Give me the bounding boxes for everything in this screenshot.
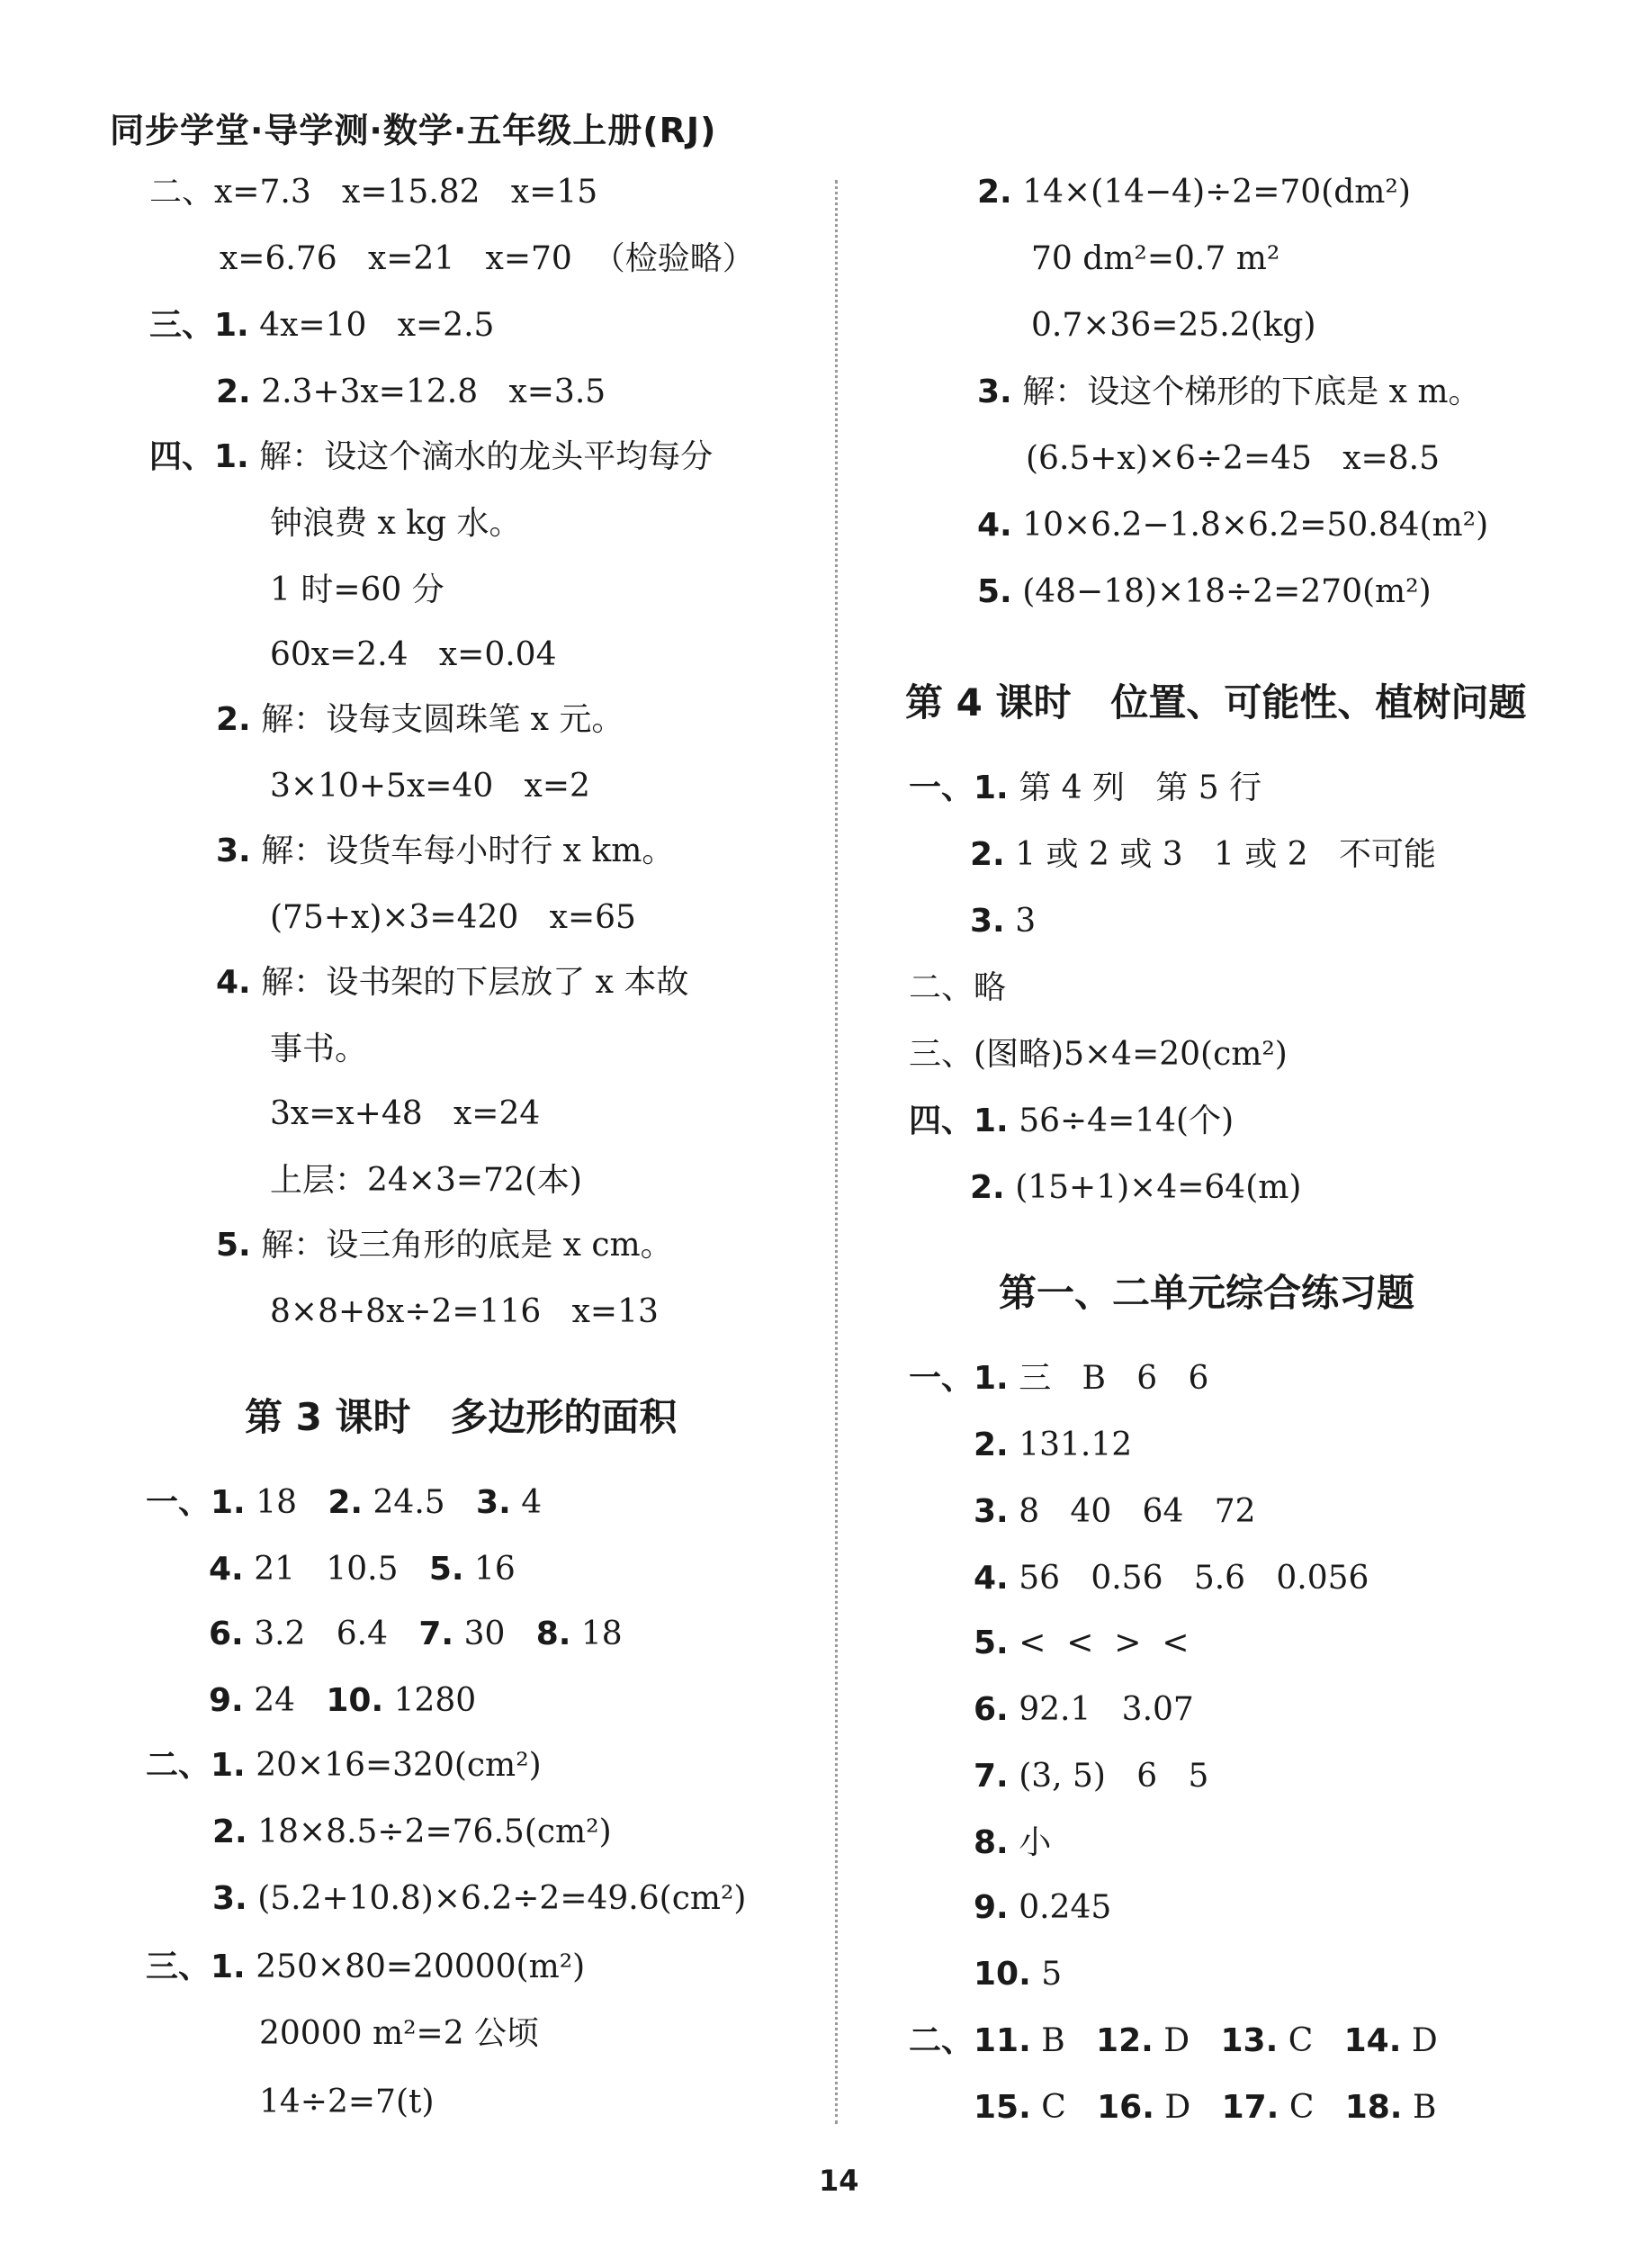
answer-text: 250×80=20000(m²): [256, 1948, 586, 1985]
item-number: 4.: [974, 1560, 1009, 1597]
answer-text: 解：设这个梯形的下底是 x m。: [1022, 374, 1481, 410]
item-number: 3.: [970, 903, 1005, 940]
item-number: 2.: [970, 836, 1005, 873]
item-number: 2.: [974, 1426, 1009, 1463]
answer-line: 上层：24×3=72(本): [270, 1162, 582, 1199]
answer-text: 20×16=320(cm²): [256, 1747, 542, 1784]
answer-line: 3x=x+48 x=24: [270, 1095, 541, 1132]
answer-line: [209, 1682, 477, 1719]
answer-text: 三 B 6 6: [1019, 1360, 1209, 1397]
answer-line: [974, 2089, 1437, 2126]
answer-text: 18: [580, 1616, 623, 1652]
answer-line: 二、略: [909, 969, 1007, 1006]
answer-line: 14÷2=7(t): [259, 2084, 435, 2120]
answer-line: [149, 438, 714, 475]
answer-text: 14×(14−4)÷2=70(dm²): [1022, 174, 1411, 211]
answer-line: [209, 1618, 623, 1651]
answer-text: < < > <: [1019, 1624, 1190, 1661]
answer-line: [974, 1624, 1190, 1661]
answer-line: [974, 1426, 1133, 1463]
item-number: 二、11.: [909, 2022, 1031, 2059]
answer-line: 70 dm²=0.7 m²: [1031, 240, 1280, 277]
answer-line: [977, 573, 1432, 610]
answer-text: 4: [521, 1484, 543, 1521]
answer-line: (6.5+x)×6÷2=45 x=8.5: [1026, 440, 1440, 477]
answer-text: 2.3+3x=12.8 x=3.5: [261, 374, 606, 410]
answer-text: 131.12: [1019, 1426, 1133, 1463]
item-number: 4.: [216, 964, 251, 1001]
answer-line: [216, 1229, 673, 1262]
item-number: 14.: [1343, 2022, 1402, 2059]
answer-text: 8 40 64 72: [1019, 1493, 1256, 1530]
item-number: 8.: [974, 1824, 1009, 1861]
answer-line: 钟浪费 x kg 水。: [270, 505, 522, 542]
answer-line: (75+x)×3=420 x=65: [270, 899, 636, 936]
item-number: 13.: [1220, 2022, 1279, 2059]
answer-text: B: [1412, 2089, 1437, 2126]
item-number: 5.: [428, 1551, 464, 1588]
item-number: 三、1.: [146, 1948, 246, 1985]
answer-line: 8×8+8x÷2=116 x=13: [270, 1293, 659, 1330]
answer-line: [970, 836, 1437, 873]
item-number: 一、1.: [146, 1484, 246, 1521]
answer-line: [974, 1889, 1112, 1926]
answer-text: 第 4 列 第 5 行: [1019, 770, 1262, 806]
section-heading: 第 4 课时 位置、可能性、植树问题: [905, 680, 1527, 724]
answer-text: 1 或 2 或 3 1 或 2 不可能: [1015, 836, 1437, 873]
answer-text: C: [1041, 2089, 1066, 2126]
answer-text: 解：设货车每小时行 x km。: [261, 832, 675, 869]
item-number: 16.: [1097, 2089, 1154, 2126]
answer-text: 5: [1041, 1956, 1063, 1993]
answer-line: 1 时=60 分: [270, 572, 444, 608]
item-number: 6.: [974, 1691, 1009, 1728]
item-number: 四、1.: [909, 1102, 1009, 1139]
answer-line: [216, 832, 675, 869]
answer-text: 解：设每支圆珠笔 x 元。: [261, 701, 624, 738]
answer-text: 解：设三角形的底是 x cm。: [261, 1227, 673, 1264]
item-number: 3.: [476, 1484, 511, 1521]
item-number: 8.: [535, 1616, 571, 1652]
page-header: 同步学堂·导学测·数学·五年级上册(RJ): [110, 111, 717, 150]
answer-text: 解：设书架的下层放了 x 本故: [261, 964, 689, 1001]
answer-line: [974, 1562, 1369, 1595]
answer-text: 16: [474, 1551, 516, 1588]
answer-line: x=6.76 x=21 x=70 （检验略）: [220, 240, 755, 277]
answer-line: [146, 1948, 586, 1985]
item-number: 9.: [974, 1889, 1009, 1926]
answer-text: 4x=10 x=2.5: [259, 307, 495, 344]
answer-text: 92.1 3.07: [1019, 1691, 1194, 1728]
page-number: 14: [819, 2164, 859, 2198]
answer-text: 1280: [393, 1682, 477, 1719]
answer-line: 事书。: [270, 1030, 368, 1067]
answer-line: 三、(图略)5×4=20(cm²): [909, 1036, 1288, 1073]
answer-line: [216, 701, 624, 738]
item-number: 2.: [970, 1169, 1005, 1206]
answer-line: 20000 m²=2 公顷: [259, 2015, 540, 2052]
answer-text: 24.5: [373, 1484, 445, 1521]
item-number: 12.: [1096, 2022, 1154, 2059]
answer-text: D: [1163, 2022, 1190, 2059]
answer-text: C: [1288, 2089, 1315, 2126]
item-number: 10.: [974, 1956, 1031, 1993]
answer-line: [970, 905, 1036, 938]
answer-line: [977, 509, 1488, 542]
item-number: 4.: [209, 1551, 244, 1588]
answer-text: 3: [1015, 903, 1037, 940]
item-number: 一、1.: [909, 1360, 1009, 1397]
answer-text: 30: [463, 1616, 506, 1652]
item-number: 18.: [1344, 2089, 1403, 2126]
item-number: 二、1.: [146, 1747, 246, 1784]
answer-text: 18: [256, 1484, 297, 1521]
answer-text: 解：设这个滴水的龙头平均每分: [259, 438, 714, 475]
answer-text: 56 0.56 5.6 0.056: [1019, 1560, 1369, 1597]
answer-text: D: [1164, 2089, 1191, 2126]
answer-line: [974, 1824, 1052, 1861]
item-number: 7.: [974, 1758, 1009, 1795]
answer-text: 0.245: [1019, 1889, 1112, 1926]
answer-text: 3.2 6.4: [254, 1616, 389, 1652]
answer-line: 60x=2.4 x=0.04: [270, 636, 557, 673]
section-heading: 第 3 课时 多边形的面积: [245, 1395, 678, 1439]
answer-line: [909, 1360, 1209, 1397]
answer-text: B: [1041, 2022, 1065, 2059]
item-number: 2.: [216, 374, 251, 410]
item-number: 9.: [209, 1682, 244, 1719]
answer-line: [974, 1760, 1208, 1793]
item-number: 3.: [974, 1493, 1009, 1530]
answer-line: [209, 1553, 516, 1586]
answer-text: 小: [1019, 1824, 1052, 1861]
item-number: 3.: [212, 1880, 247, 1917]
item-number: 15.: [974, 2089, 1031, 2126]
answer-line: [216, 376, 606, 409]
answer-line: [146, 1484, 543, 1521]
item-number: 2.: [216, 701, 251, 738]
answer-line: 0.7×36=25.2(kg): [1031, 307, 1316, 344]
item-number: 10.: [326, 1682, 384, 1719]
item-number: 6.: [209, 1616, 244, 1652]
answer-line: [974, 1493, 1256, 1530]
answer-line: 二、x=7.3 x=15.82 x=15: [149, 174, 598, 211]
answer-line: [909, 1102, 1235, 1139]
answer-line: [212, 1880, 747, 1917]
answer-text: 56÷4=14(个): [1019, 1102, 1235, 1139]
answer-text: D: [1411, 2022, 1438, 2059]
answer-line: [146, 1747, 542, 1784]
answer-line: [977, 176, 1411, 209]
item-number: 3.: [977, 374, 1012, 410]
answer-text: 24: [254, 1682, 295, 1719]
answer-text: 18×8.5÷2=76.5(cm²): [257, 1814, 612, 1850]
item-number: 三、1.: [149, 307, 249, 344]
item-number: 5.: [216, 1227, 251, 1264]
answer-line: [909, 2022, 1438, 2059]
item-number: 4.: [977, 507, 1012, 544]
column-divider: [835, 180, 838, 2124]
answer-line: [970, 1169, 1302, 1206]
item-number: 3.: [216, 832, 251, 869]
answer-line: [216, 964, 689, 1001]
item-number: 7.: [418, 1616, 454, 1652]
answer-text: (48−18)×18÷2=270(m²): [1022, 573, 1432, 610]
item-number: 四、1.: [149, 438, 249, 475]
section-heading: 第一、二单元综合练习题: [999, 1271, 1415, 1315]
answer-text: (15+1)×4=64(m): [1015, 1169, 1302, 1206]
answer-line: [977, 376, 1481, 409]
answer-text: C: [1288, 2022, 1314, 2059]
answer-line: 3×10+5x=40 x=2: [270, 768, 590, 805]
answer-line: [974, 1691, 1194, 1728]
item-number: 2.: [977, 174, 1012, 211]
answer-text: 10×6.2−1.8×6.2=50.84(m²): [1022, 507, 1489, 544]
item-number: 一、1.: [909, 770, 1009, 806]
item-number: 2.: [328, 1484, 364, 1521]
answer-line: [909, 772, 1261, 805]
answer-text: 21 10.5: [254, 1551, 399, 1588]
answer-text: (5.2+10.8)×6.2÷2=49.6(cm²): [257, 1880, 747, 1917]
answer-line: [974, 1958, 1062, 1991]
answer-line: [212, 1816, 612, 1849]
answer-line: [149, 307, 495, 344]
answer-text: (3, 5) 6 5: [1019, 1758, 1209, 1795]
item-number: 2.: [212, 1814, 247, 1850]
item-number: 5.: [974, 1624, 1009, 1661]
item-number: 17.: [1221, 2089, 1279, 2126]
item-number: 5.: [977, 573, 1012, 610]
